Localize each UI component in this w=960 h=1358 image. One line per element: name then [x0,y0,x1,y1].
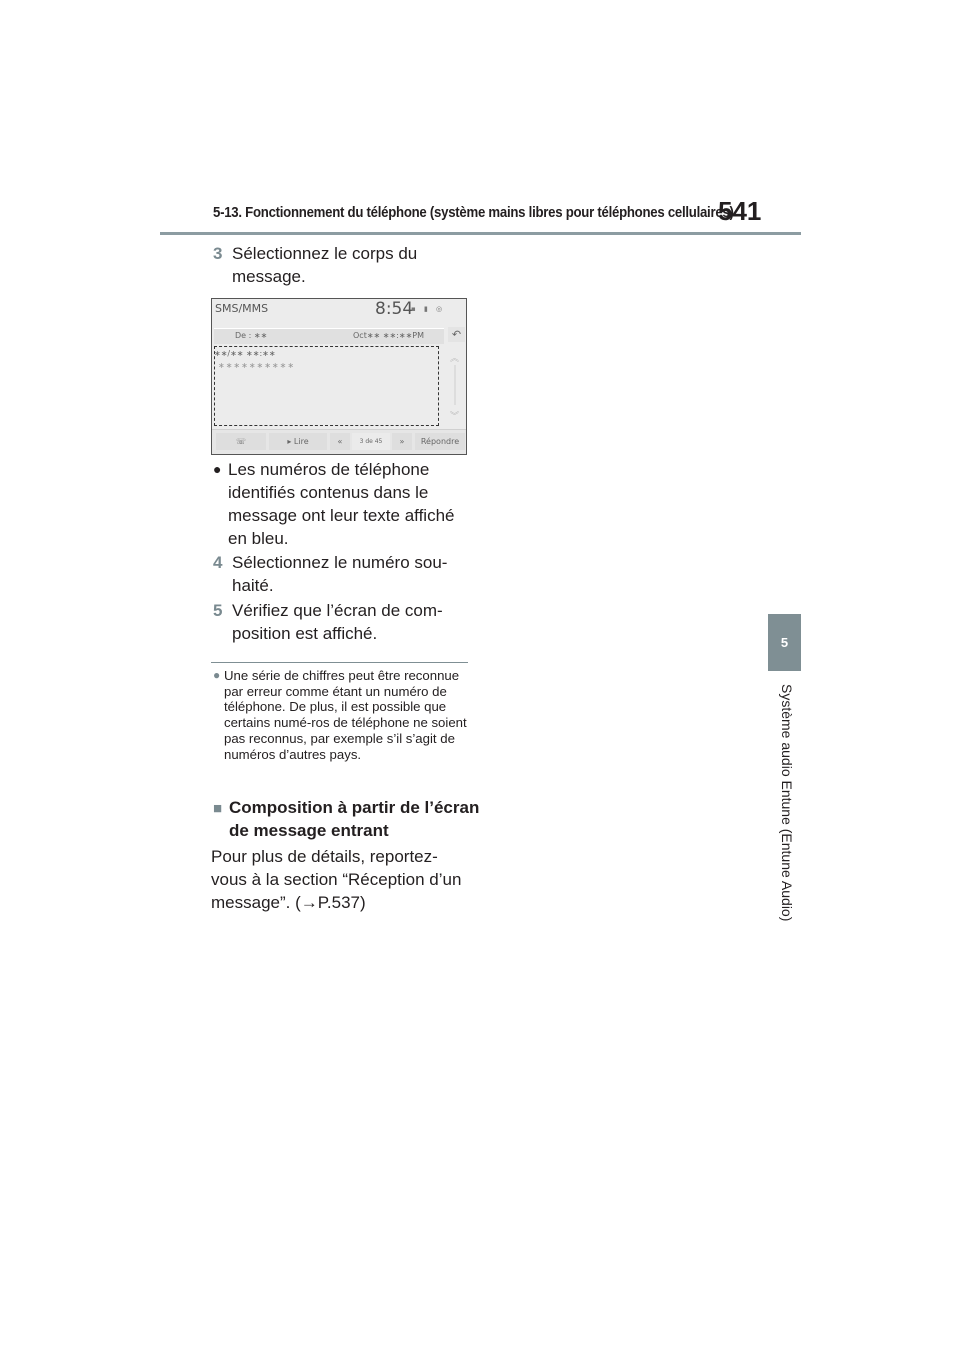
chapter-tab[interactable]: 5 [768,614,801,671]
message-timestamp: ∗∗/∗∗ ∗∗:∗∗ [214,349,276,358]
bullet-text: Les numéros de téléphone identifiés contenus dans le message ont leur texte affiché en bleu. [228,460,455,548]
chapter-label [771,684,797,974]
reply-button[interactable]: Répondre [415,433,465,450]
read-button[interactable]: ▸ Lire [269,433,327,450]
square-bullet-icon: ■ [213,800,223,817]
previous-message-button[interactable]: « [330,433,350,450]
back-icon[interactable]: ↶ [448,327,465,342]
scrollbar[interactable] [449,351,461,425]
bullet-icon: ● [213,461,222,477]
status-icons: ▪ ▮ ◎ [411,305,446,313]
sender-field: De : ∗∗ [235,331,268,340]
body-paragraph: Pour plus de détails, reportez-vous à la section “Réception d’un message”. (→P.537) [211,847,462,912]
screen-illustration [211,298,467,455]
message-text: ∗∗∗∗∗∗∗∗∗∗ [218,361,296,370]
note-text: Une série de chiffres peut être reconnue par erreur comme étant un numéro de téléphone. De plus, il est possible que certains numé-ros de téléphone ne soient pas reconnus, par exemple s’il s’agit de numéros d’autres pays. [224,668,467,762]
step-text: Sélectionnez le corps du message. [232,244,418,286]
screen-app-title: SMS/MMS [215,302,269,315]
step-3 [213,242,418,286]
scroll-track [454,365,456,405]
page-number: 541 [718,196,762,226]
date-field: Oct∗∗ ∗∗:∗∗PM [353,331,425,340]
note-bullet-icon: ● [213,668,221,682]
step-5 [213,599,443,643]
message-body-selection[interactable] [214,346,439,426]
chapter-label-text: Système audio Entune (Entune Audio) [779,684,795,922]
step-text: Sélectionnez le numéro sou-haité. [232,553,448,595]
header-rule [160,232,801,235]
call-button[interactable]: ☏ [216,433,266,450]
message-counter: 3 de 45 [352,433,390,450]
step-text: Vérifiez que l’écran de com-position est affiché. [232,601,443,643]
step-number: 4 [213,553,223,572]
running-header: 5-13. Fonctionnement du téléphone (système mains libres pour téléphones cellulaires) [213,204,734,221]
scroll-up-icon[interactable]: ︽ [450,354,460,364]
scroll-down-icon[interactable]: ︾ [450,412,460,422]
note-divider [211,662,468,663]
screen-clock: 8:54 [375,299,414,319]
step-4 [213,551,448,595]
step-number: 5 [213,601,223,620]
subheading-text: Composition à partir de l’écran de message entrant [229,798,480,840]
step-number: 3 [213,244,223,263]
next-message-button[interactable]: » [392,433,412,450]
